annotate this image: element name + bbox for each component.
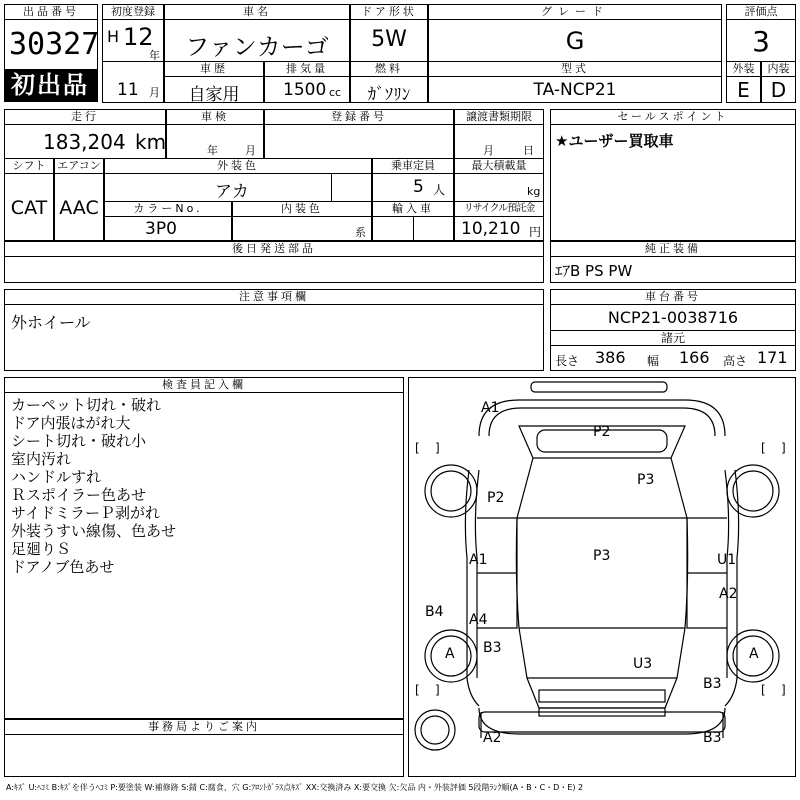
- interior-color-label: 内装色: [233, 202, 371, 217]
- shift: CAT: [10, 197, 48, 219]
- month-box: [102, 61, 164, 103]
- interior-color-unit: 系: [355, 226, 366, 239]
- recycle-unit: 円: [529, 225, 542, 239]
- mileage-label: 走行: [5, 110, 165, 125]
- mark-p2-left: P2: [487, 490, 505, 506]
- mark-a2-bottom: A2: [483, 730, 502, 746]
- first-registration-box: [102, 4, 164, 62]
- transfer-day-unit: 日: [523, 144, 534, 157]
- office-label: 事務局よりご案内: [5, 720, 403, 735]
- mark-u1-right: U1: [717, 552, 737, 568]
- later-parts-box: [4, 241, 544, 283]
- exterior-color-label: 外装色: [105, 159, 371, 174]
- grade: G: [565, 27, 585, 55]
- door-type: 5W: [371, 27, 407, 52]
- lot-number-box: [4, 4, 98, 102]
- later-parts-label: 後日発送部品: [5, 242, 543, 257]
- month-unit: 月: [149, 86, 160, 99]
- model: TA-NCP21: [533, 80, 617, 100]
- fuel: ｶﾞｿﾘﾝ: [367, 85, 411, 105]
- capacity-unit: 人: [433, 183, 446, 197]
- mark-u3-center: U3: [633, 656, 653, 672]
- length: 386: [595, 348, 626, 367]
- door-box: [350, 4, 428, 62]
- list-item: 外装うすい線傷、色あせ: [11, 522, 177, 540]
- mileage-unit: km: [135, 130, 167, 154]
- registration-number-box: [264, 109, 454, 159]
- office-box: [4, 719, 404, 777]
- history-label: 車歴: [165, 62, 263, 77]
- recycle-box: [454, 201, 544, 241]
- svg-text:]: ]: [435, 441, 440, 455]
- mark-b4-left: B4: [425, 604, 444, 620]
- list-item: サイドミラーＰ剥がれ: [11, 504, 160, 522]
- registration-number-label: 登録番号: [265, 110, 453, 125]
- length-label: 長さ: [555, 354, 580, 368]
- car-name: ファンカーゴ: [185, 33, 329, 61]
- transfer-label: 譲渡書類期限: [455, 110, 543, 125]
- transfer-month-unit: 月: [483, 144, 494, 157]
- mileage-box: [4, 109, 166, 159]
- model-label: 型式: [429, 62, 721, 77]
- mark-a-right-wheel: A: [749, 646, 759, 662]
- mark-a-left-wheel: A: [445, 646, 455, 662]
- lot-number: 30327: [9, 27, 100, 62]
- car-name-label: 車名: [165, 5, 349, 20]
- chassis-box: [550, 289, 796, 371]
- color-number-label: カラーNo.: [105, 202, 231, 217]
- svg-text:]: ]: [781, 441, 786, 455]
- genuine-equipment: ｴｱB PS PW: [555, 262, 633, 280]
- genuine-equipment-label: 純正装備: [551, 242, 795, 257]
- interior-grade: D: [770, 78, 787, 102]
- shift-label: シフト: [5, 159, 53, 174]
- shift-box: [4, 158, 54, 241]
- svg-text:]: ]: [781, 683, 786, 697]
- mark-p2-top: P2: [593, 424, 611, 440]
- exterior-color: アカ: [215, 182, 249, 202]
- capacity-label: 乗車定員: [373, 159, 453, 174]
- capacity-box: [372, 158, 454, 202]
- height-label: 高さ: [723, 354, 748, 368]
- transfer-box: [454, 109, 544, 159]
- mark-p3-center: P3: [593, 548, 611, 564]
- first-registration-label: 初度登録: [103, 5, 163, 20]
- score-box: [726, 4, 796, 62]
- fuel-label: 燃料: [351, 62, 427, 77]
- inspection-year-unit: 年: [207, 144, 218, 157]
- car-diagram-box: [408, 377, 796, 777]
- mark-a1-top: A1: [481, 400, 500, 416]
- grade-box: [428, 4, 722, 62]
- inspector-box: [4, 377, 404, 719]
- capacity: 5: [413, 177, 424, 197]
- color-number-box: [104, 201, 232, 241]
- recycle-label: リサイクル預託金: [455, 202, 543, 217]
- mileage: 183,204: [43, 130, 126, 154]
- inspector-list: [11, 396, 176, 576]
- list-item: シート切れ・破れ小: [11, 432, 147, 450]
- sales-point-text: ★ユーザー買取車: [555, 132, 674, 150]
- import-label: 輸入車: [373, 202, 453, 217]
- era: H: [107, 27, 120, 46]
- color-divider: [331, 174, 332, 202]
- interior-box: [761, 61, 796, 103]
- dims-label: 諸元: [660, 331, 685, 345]
- mark-a2-right: A2: [719, 586, 738, 602]
- load-unit: kg: [527, 185, 541, 198]
- history: 自家用: [188, 85, 240, 105]
- displacement-box: [264, 61, 350, 103]
- genuine-equipment-box: [550, 241, 796, 283]
- recycle-fee: 10,210: [461, 219, 521, 239]
- width-label: 幅: [647, 354, 660, 368]
- import-divider: [413, 217, 414, 241]
- inspection-label: 車検: [167, 110, 263, 125]
- svg-text:[: [: [415, 683, 420, 697]
- displacement-label: 排気量: [265, 62, 349, 77]
- ac-label: エアコン: [55, 159, 103, 174]
- exterior-label: 外装: [727, 62, 760, 77]
- mark-p3-right: P3: [637, 472, 655, 488]
- model-box: [428, 61, 722, 103]
- height: 171: [757, 348, 788, 367]
- score-label: 評価点: [727, 5, 795, 20]
- registration-month: 11: [117, 80, 139, 100]
- svg-text:]: ]: [435, 683, 440, 697]
- load-label: 最大積載量: [455, 159, 543, 174]
- ac: AAC: [59, 197, 99, 219]
- list-item: ハンドルすれ: [11, 468, 102, 486]
- inspector-label: 検査員記入欄: [5, 378, 403, 393]
- chassis-label: 車台番号: [551, 290, 795, 305]
- exterior-box: [726, 61, 761, 103]
- notes-box: [4, 289, 544, 371]
- exterior-grade: E: [737, 78, 750, 102]
- displacement: 1500: [283, 80, 327, 100]
- year-unit: 年: [149, 49, 160, 62]
- mark-b3-right: B3: [703, 676, 722, 692]
- lot-number-label: 出品番号: [5, 5, 97, 20]
- inspection-box: [166, 109, 264, 159]
- svg-text:[: [: [761, 683, 766, 697]
- list-item: Ｒスポイラー色あせ: [11, 486, 147, 504]
- mark-b3-bottom: B3: [703, 730, 722, 746]
- car-name-box: [164, 4, 350, 62]
- list-item: ドアノブ色あせ: [11, 558, 115, 576]
- displacement-unit: cc: [329, 86, 342, 99]
- fuel-box: [350, 61, 428, 103]
- door-label: ドア形状: [351, 5, 427, 20]
- legend: A:ｷｽﾞ U:ﾍｺﾐ B:ｷｽﾞを伴うﾍｺﾐ P:要塗装 W:補修跡 S:錆 C:腐食、穴 G:ﾌﾛﾝﾄｶﾞﾗｽ点ｷｽﾞ XX:交換済み X:要交換 欠:欠品 内・外装評価 5段階ﾗﾝｸ順(A・B・C・D・E) 2: [6, 783, 584, 792]
- interior-label: 内装: [762, 62, 795, 77]
- interior-color-box: [232, 201, 372, 241]
- inspection-month-unit: 月: [245, 144, 256, 157]
- registration-year: 12: [123, 23, 154, 51]
- import-box: [372, 201, 454, 241]
- first-listing-badge-text: 初出品: [11, 71, 89, 99]
- sales-point-box: [550, 109, 796, 241]
- list-item: ドア内張はがれ大: [11, 414, 131, 432]
- ac-box: [54, 158, 104, 241]
- grade-label: グレード: [429, 5, 721, 20]
- notes-label: 注意事項欄: [5, 290, 543, 305]
- list-item: カーペット切れ・破れ: [11, 396, 162, 414]
- color-number: 3P0: [145, 219, 177, 239]
- mark-b3-left: B3: [483, 640, 502, 656]
- chassis-number: NCP21-0038716: [607, 308, 739, 327]
- score: 3: [752, 25, 770, 58]
- width: 166: [679, 348, 710, 367]
- list-item: 室内汚れ: [11, 450, 72, 468]
- svg-text:[: [: [761, 441, 766, 455]
- load-box: [454, 158, 544, 202]
- svg-text:[: [: [415, 441, 420, 455]
- dims-mid-rule: [551, 345, 795, 346]
- sales-point-label: セールスポイント: [551, 110, 795, 125]
- mark-a1-left: A1: [469, 552, 488, 568]
- list-item: 足廻りＳ: [11, 540, 72, 558]
- mark-a4-left: A4: [469, 612, 488, 628]
- notes-text: 外ホイール: [11, 313, 91, 332]
- exterior-color-box: [104, 158, 372, 202]
- history-box: [164, 61, 264, 103]
